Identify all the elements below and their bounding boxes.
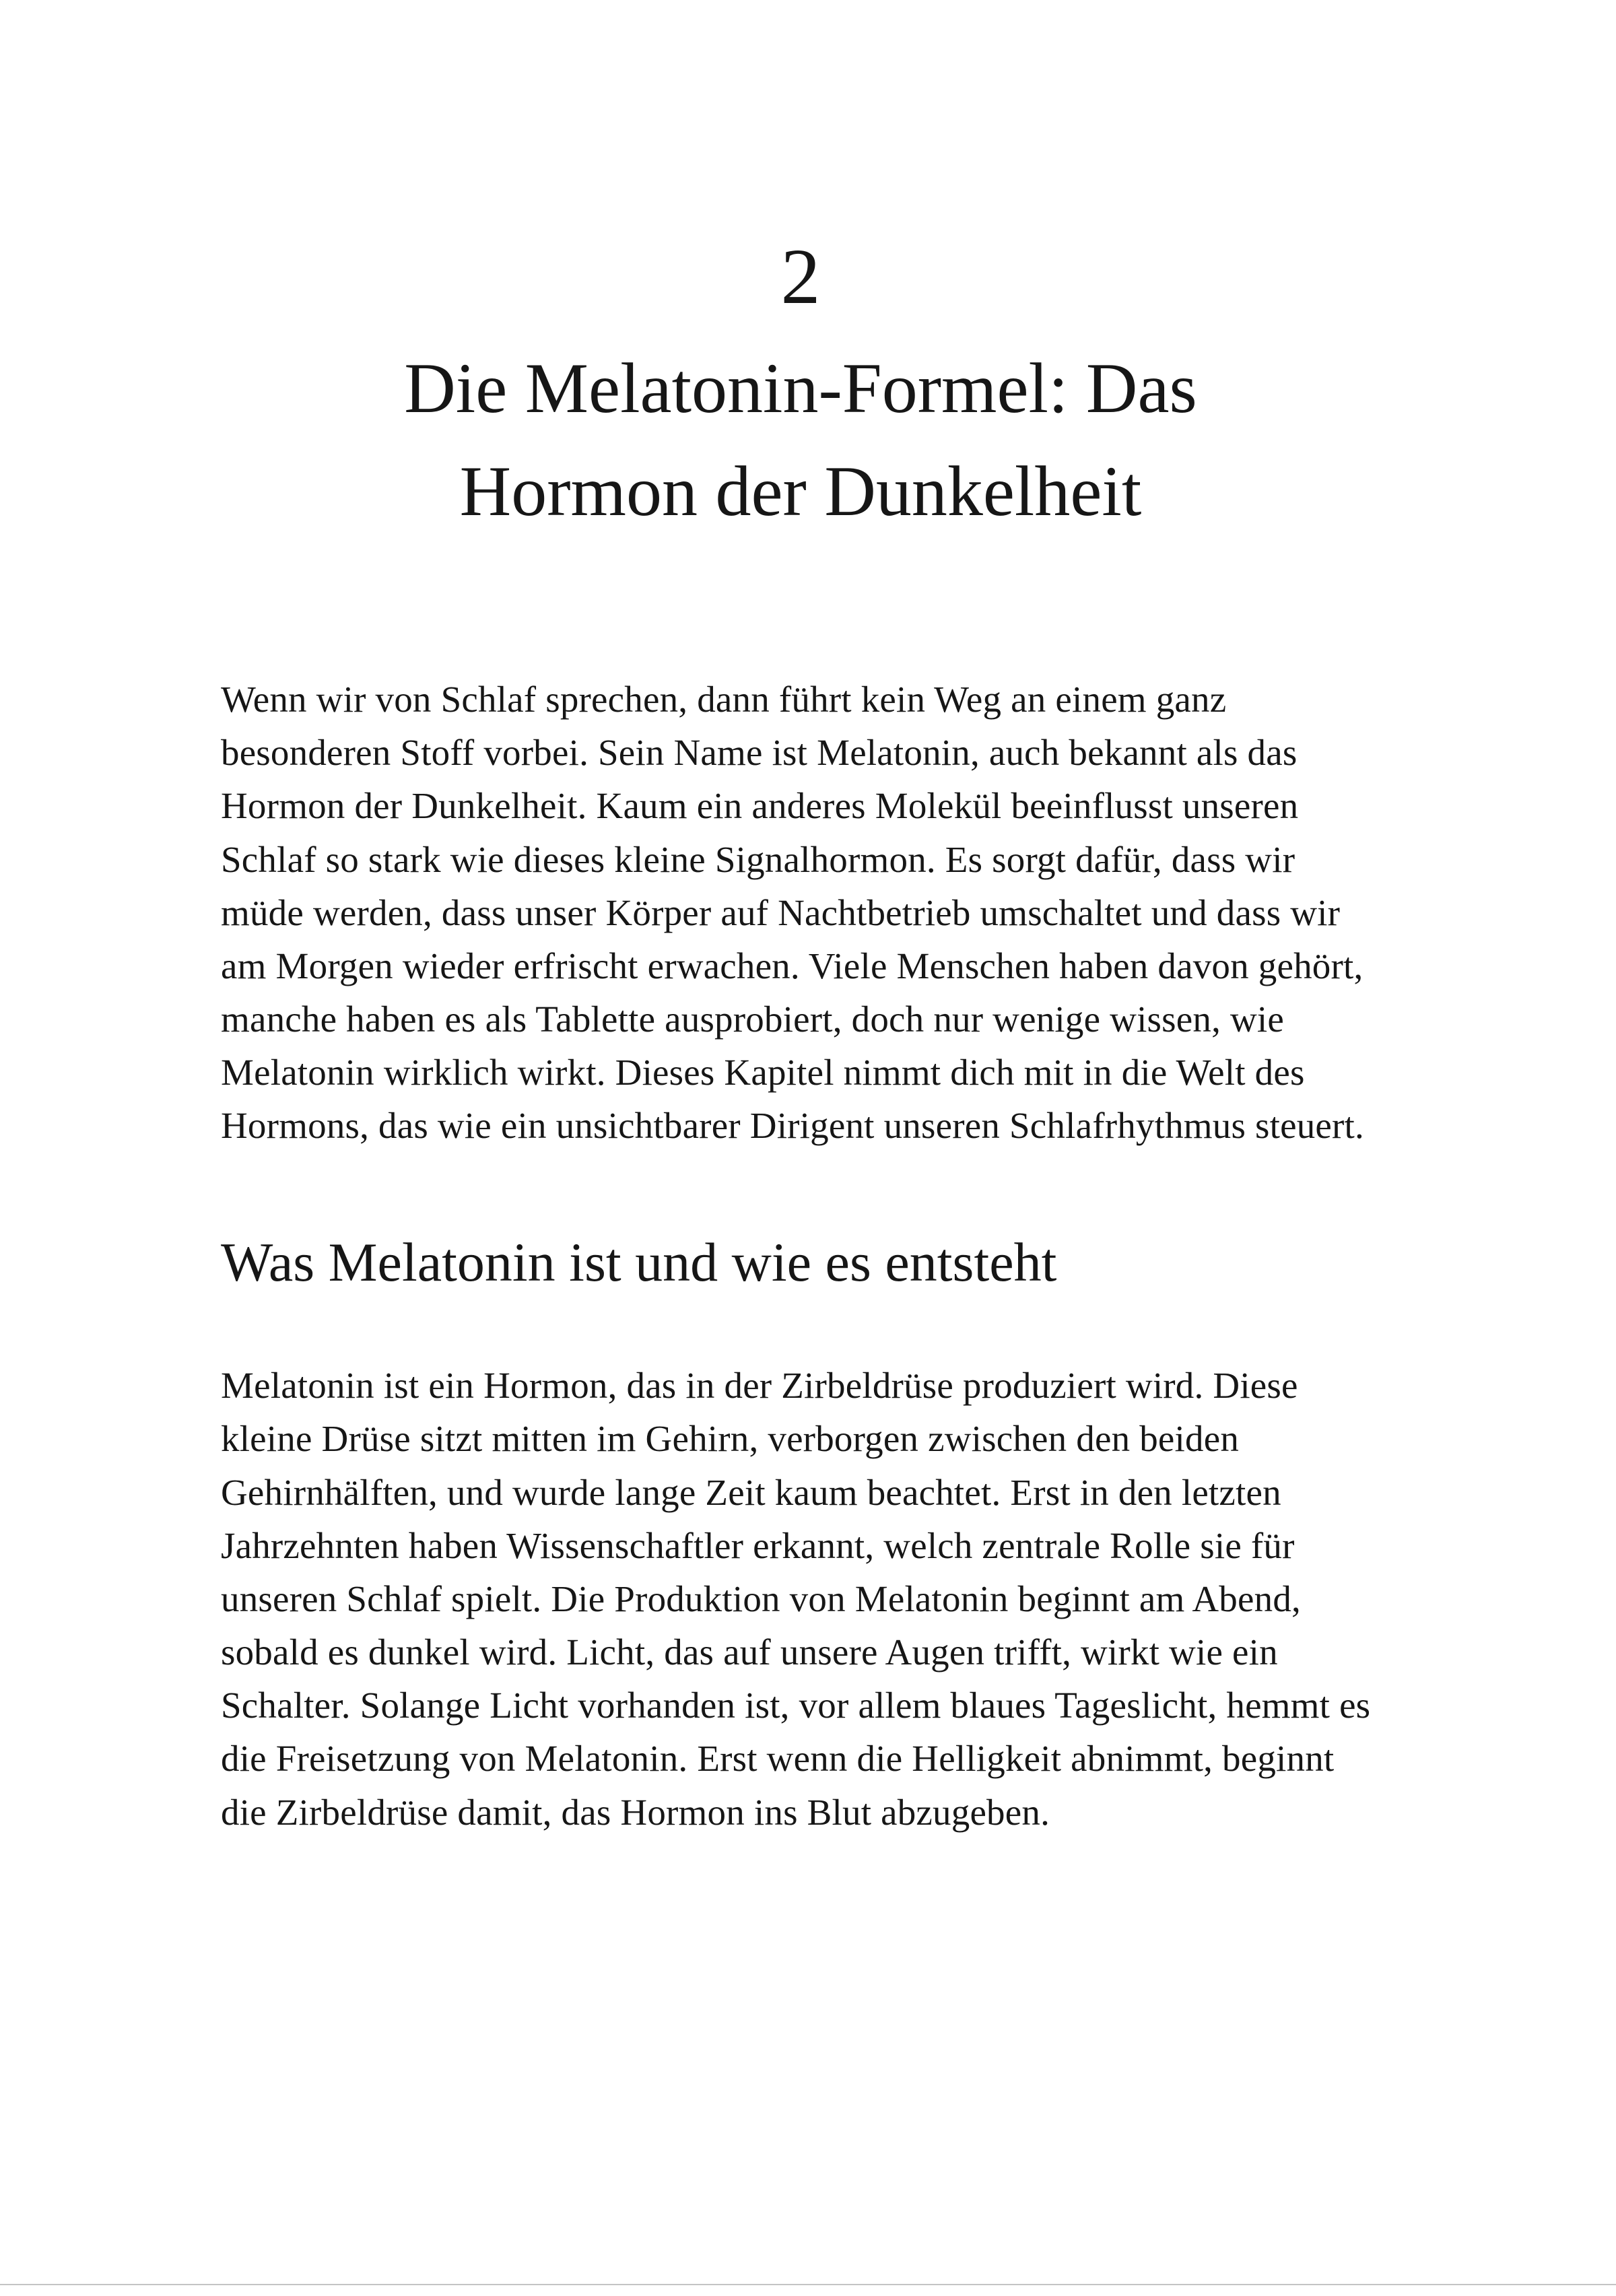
page-bottom-divider xyxy=(0,2284,1616,2285)
section-heading: Was Melatonin ist und wie es entsteht xyxy=(221,1231,1057,1293)
chapter-title-line-1: Die Melatonin-Formel: Das xyxy=(404,348,1197,428)
chapter-title-line-2: Hormon der Dunkelheit xyxy=(459,452,1142,531)
paragraph-melatonin-origin: Melatonin ist ein Hormon, das in der Zirbeldrüse produziert wird. Diese kleine Drüse sitzt mitten im Gehirn, verborgen zwischen den beiden Gehirnhälften, und wurde lange Zeit kaum beachtet. Erst in den letzten Jahrzehnten haben Wissenschaftler erkannt, welch zentrale Rolle sie für unseren Schlaf spielt. Die Produktion von Melatonin beginnt am Abend, sobald es dunkel wird. Licht, das auf unsere Augen trifft, wirkt wie ein Schalter. Solange Licht vorhanden ist, vor allem blaues Tageslicht, hemmt es die Freisetzung von Melatonin. Erst wenn die Helligkeit abnimmt, beginnt die Zirbeldrüse damit, das Hormon ins Blut abzugeben. xyxy=(221,1365,1371,1833)
paragraph-intro: Wenn wir von Schlaf sprechen, dann führt kein Weg an einem ganz besonderen Stoff vorbei. Sein Name ist Melatonin, auch bekannt als das Hormon der Dunkelheit. Kaum ein anderes Molekül beeinflusst unseren Schlaf so stark wie dieses kleine Signalhormon. Es sorgt dafür, dass wir müde werden, dass unser Körper auf Nachtbetrieb umschaltet und dass wir am Morgen wieder erfrischt erwachen. Viele Menschen haben davon gehört, manche haben es als Tablette ausprobiert, doch nur wenige wissen, wie Melatonin wirklich wirkt. Dieses Kapitel nimmt dich mit in die Welt des Hormons, das wie ein unsichtbarer Dirigent unseren Schlafrhythmus steuert. xyxy=(221,678,1364,1147)
chapter-title xyxy=(221,337,1380,543)
chapter-number: 2 xyxy=(780,232,821,320)
